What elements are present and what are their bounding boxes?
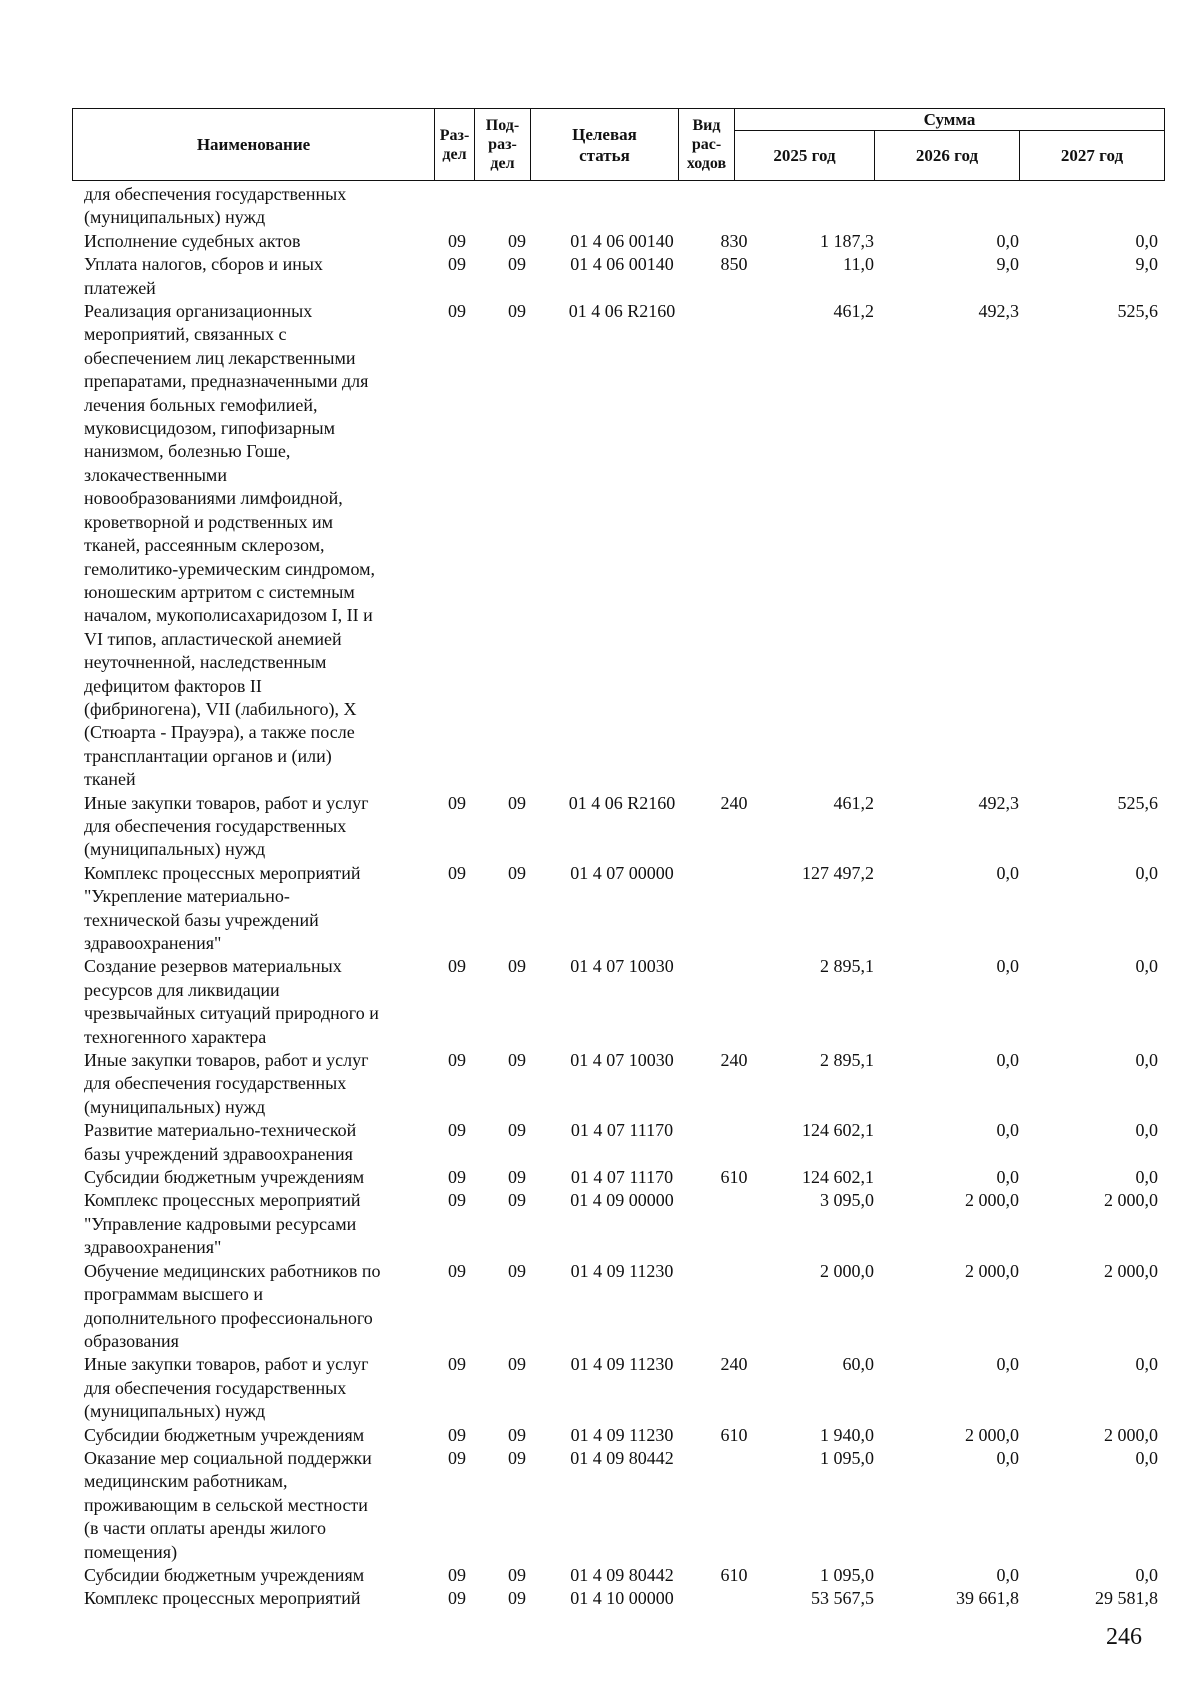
table-row bbox=[72, 183, 1164, 230]
row-amount-2025: 461,2 bbox=[833, 792, 874, 813]
header-vid-line: рас- bbox=[691, 136, 722, 153]
row-podrazdel: 09 bbox=[508, 230, 526, 251]
table-row bbox=[72, 955, 1164, 1049]
row-name-line: Комплекс процессных мероприятий bbox=[84, 862, 361, 883]
row-razdel: 09 bbox=[448, 1354, 466, 1375]
row-amount-2025: 127 497,2 bbox=[802, 862, 874, 883]
row-name-line: юношеским артритом с системным bbox=[84, 581, 355, 602]
header-podrazdel-line: Под- bbox=[485, 117, 520, 134]
table-row bbox=[72, 1260, 1164, 1354]
row-podrazdel: 09 bbox=[508, 956, 526, 977]
row-name-line: лечения больных гемофилией, bbox=[84, 394, 318, 415]
row-amount-2025: 2 000,0 bbox=[820, 1260, 874, 1281]
row-name-line: Иные закупки товаров, работ и услуг bbox=[84, 1354, 369, 1375]
row-name bbox=[84, 1189, 434, 1259]
header-vid-line: ходов bbox=[686, 155, 727, 172]
row-podrazdel: 09 bbox=[508, 1190, 526, 1211]
table-row bbox=[72, 1353, 1164, 1423]
row-name bbox=[84, 230, 434, 253]
row-name bbox=[84, 183, 434, 230]
row-vid: 610 bbox=[720, 1424, 748, 1445]
header-year-2026: 2026 год bbox=[875, 131, 1020, 181]
table-row bbox=[72, 862, 1164, 956]
row-razdel: 09 bbox=[448, 1424, 466, 1445]
row-name-line: (в части оплаты аренды жилого bbox=[84, 1518, 326, 1539]
row-tselevaya: 01 4 07 11170 bbox=[570, 1120, 674, 1141]
row-name-line: программам высшего и bbox=[84, 1284, 264, 1305]
row-amount-2025: 461,2 bbox=[833, 301, 874, 322]
row-vid: 610 bbox=[720, 1167, 748, 1188]
row-name-line: (муниципальных) нужд bbox=[84, 1401, 266, 1422]
row-razdel: 09 bbox=[448, 1564, 466, 1585]
row-razdel: 09 bbox=[448, 1588, 466, 1609]
header-podrazdel-line: дел bbox=[490, 155, 515, 172]
table-row bbox=[72, 1424, 1164, 1447]
row-name-line: трансплантации органов и (или) bbox=[84, 745, 332, 766]
row-name-line: чрезвычайных ситуаций природного и bbox=[84, 1003, 379, 1024]
row-name-line: технической базы учреждений bbox=[84, 909, 319, 930]
row-name-line: Уплата налогов, сборов и иных bbox=[84, 254, 323, 275]
row-podrazdel: 09 bbox=[508, 1260, 526, 1281]
row-amount-2026: 2 000,0 bbox=[965, 1260, 1019, 1281]
row-razdel: 09 bbox=[448, 1260, 466, 1281]
row-tselevaya: 01 4 09 11230 bbox=[570, 1354, 674, 1375]
row-razdel: 09 bbox=[448, 1050, 466, 1071]
row-tselevaya: 01 4 06 R2160 bbox=[568, 301, 676, 322]
row-name-line: Субсидии бюджетным учреждениям bbox=[84, 1424, 365, 1445]
row-name-line: медицинским работникам, bbox=[84, 1471, 288, 1492]
row-name-line: для обеспечения государственных bbox=[84, 184, 347, 204]
row-podrazdel: 09 bbox=[508, 1354, 526, 1375]
row-amount-2025: 1 940,0 bbox=[820, 1424, 874, 1445]
row-amount-2026: 0,0 bbox=[996, 230, 1019, 251]
row-name-line: кроветворной и родственных им bbox=[84, 511, 334, 532]
row-name-line: препаратами, предназначенными для bbox=[84, 371, 369, 392]
row-name bbox=[84, 862, 434, 956]
row-amount-2027: 525,6 bbox=[1117, 792, 1158, 813]
row-name-line: Иные закупки товаров, работ и услуг bbox=[84, 1050, 369, 1071]
header-razdel bbox=[435, 109, 475, 181]
row-amount-2027: 0,0 bbox=[1135, 1447, 1158, 1468]
row-amount-2026: 492,3 bbox=[978, 792, 1019, 813]
row-podrazdel: 09 bbox=[508, 1167, 526, 1188]
row-amount-2026: 9,0 bbox=[996, 254, 1019, 275]
row-name bbox=[84, 955, 434, 1049]
table-row bbox=[72, 230, 1164, 253]
page-number: 246 bbox=[1106, 1624, 1142, 1650]
row-name bbox=[84, 1166, 434, 1189]
row-vid: 850 bbox=[720, 254, 748, 275]
row-name-line: VI типов, апластической анемией bbox=[84, 628, 342, 649]
row-name-line: платежей bbox=[84, 277, 156, 298]
row-razdel: 09 bbox=[448, 301, 466, 322]
row-name bbox=[84, 1447, 434, 1564]
header-year-2025: 2025 год bbox=[735, 131, 875, 181]
row-amount-2026: 0,0 bbox=[996, 1120, 1019, 1141]
row-amount-2025: 2 895,1 bbox=[820, 1050, 874, 1071]
row-vid: 830 bbox=[720, 230, 748, 251]
row-name-line: Субсидии бюджетным учреждениям bbox=[84, 1564, 365, 1585]
row-name-line: для обеспечения государственных bbox=[84, 1073, 347, 1094]
row-name bbox=[84, 1424, 434, 1447]
row-podrazdel: 09 bbox=[508, 254, 526, 275]
row-razdel: 09 bbox=[448, 1167, 466, 1188]
row-name-line: (муниципальных) нужд bbox=[84, 839, 266, 860]
row-name-line: муковисцидозом, гипофизарным bbox=[84, 418, 335, 439]
row-name-line: Субсидии бюджетным учреждениям bbox=[84, 1167, 365, 1188]
row-name-line: (фибриногена), VII (лабильного), X bbox=[84, 698, 357, 719]
row-name bbox=[84, 1260, 434, 1354]
row-amount-2025: 124 602,1 bbox=[802, 1167, 874, 1188]
row-amount-2025: 53 567,5 bbox=[811, 1588, 874, 1609]
row-podrazdel: 09 bbox=[508, 1050, 526, 1071]
row-tselevaya: 01 4 10 00000 bbox=[570, 1588, 674, 1609]
row-name bbox=[84, 253, 434, 300]
row-name-line: неуточненной, наследственным bbox=[84, 652, 327, 673]
row-name-line: Создание резервов материальных bbox=[84, 956, 342, 977]
row-amount-2026: 0,0 bbox=[996, 1167, 1019, 1188]
row-amount-2026: 39 661,8 bbox=[956, 1588, 1019, 1609]
row-name-line: тканей, рассеянным склерозом, bbox=[84, 535, 325, 556]
row-podrazdel: 09 bbox=[508, 1447, 526, 1468]
row-tselevaya: 01 4 07 10030 bbox=[570, 956, 674, 977]
row-name-line: Иные закупки товаров, работ и услуг bbox=[84, 792, 369, 813]
table-header bbox=[72, 108, 1165, 181]
row-amount-2027: 2 000,0 bbox=[1104, 1190, 1158, 1211]
row-razdel: 09 bbox=[448, 1447, 466, 1468]
table-row bbox=[72, 1587, 1164, 1610]
row-tselevaya: 01 4 07 10030 bbox=[570, 1050, 674, 1071]
row-tselevaya: 01 4 09 80442 bbox=[570, 1447, 674, 1468]
header-podrazdel-line: раз- bbox=[488, 136, 517, 153]
row-amount-2027: 525,6 bbox=[1117, 301, 1158, 322]
row-amount-2026: 492,3 bbox=[978, 301, 1019, 322]
row-name bbox=[84, 300, 434, 792]
header-tselevaya-line: Целевая bbox=[572, 124, 637, 144]
header-tselevaya-line: статья bbox=[579, 145, 630, 165]
row-tselevaya: 01 4 07 11170 bbox=[570, 1167, 674, 1188]
row-amount-2025: 2 895,1 bbox=[820, 956, 874, 977]
table-row bbox=[72, 1119, 1164, 1166]
row-name-line: Исполнение судебных актов bbox=[84, 230, 301, 251]
header-summa: Сумма bbox=[735, 109, 1165, 131]
row-amount-2025: 60,0 bbox=[842, 1354, 874, 1375]
row-name-line: нанизмом, болезнью Гоше, bbox=[84, 441, 291, 462]
row-amount-2027: 0,0 bbox=[1135, 1120, 1158, 1141]
row-amount-2027: 0,0 bbox=[1135, 230, 1158, 251]
row-amount-2026: 0,0 bbox=[996, 1050, 1019, 1071]
header-vid-line: Вид bbox=[692, 117, 721, 134]
row-name-line: здравоохранения" bbox=[84, 1237, 222, 1258]
row-razdel: 09 bbox=[448, 792, 466, 813]
row-vid: 240 bbox=[720, 1050, 748, 1071]
row-name bbox=[84, 1587, 434, 1610]
row-name-line: началом, мукополисахаридозом I, II и bbox=[84, 605, 373, 626]
row-tselevaya: 01 4 06 R2160 bbox=[568, 792, 676, 813]
row-name-line: дополнительного профессионального bbox=[84, 1307, 373, 1328]
row-amount-2027: 2 000,0 bbox=[1104, 1424, 1158, 1445]
row-name bbox=[84, 1353, 434, 1423]
row-tselevaya: 01 4 06 00140 bbox=[570, 254, 674, 275]
row-podrazdel: 09 bbox=[508, 301, 526, 322]
row-amount-2026: 0,0 bbox=[996, 862, 1019, 883]
table-row bbox=[72, 1447, 1164, 1564]
table-row bbox=[72, 792, 1164, 862]
table-row bbox=[72, 1049, 1164, 1119]
row-amount-2026: 0,0 bbox=[996, 1354, 1019, 1375]
row-vid: 240 bbox=[720, 792, 748, 813]
table-row bbox=[72, 1564, 1164, 1587]
table-body bbox=[72, 183, 1164, 1611]
row-amount-2026: 0,0 bbox=[996, 956, 1019, 977]
table-row bbox=[72, 1166, 1164, 1189]
row-name-line: Развитие материально-технической bbox=[84, 1120, 357, 1141]
row-name-line: злокачественными bbox=[84, 464, 227, 485]
header-vid bbox=[679, 109, 735, 181]
row-amount-2027: 9,0 bbox=[1135, 254, 1158, 275]
row-name-line: гемолитико-уремическим синдромом, bbox=[84, 558, 375, 579]
row-amount-2025: 1 095,0 bbox=[820, 1564, 874, 1585]
row-name-line: (Стюарта - Прауэра), а также после bbox=[84, 722, 355, 743]
row-name-line: тканей bbox=[84, 769, 136, 790]
row-name bbox=[84, 792, 434, 862]
header-year-2027: 2027 год bbox=[1020, 131, 1165, 181]
row-amount-2027: 0,0 bbox=[1135, 862, 1158, 883]
row-tselevaya: 01 4 09 80442 bbox=[570, 1564, 674, 1585]
row-amount-2027: 0,0 bbox=[1135, 1050, 1158, 1071]
row-razdel: 09 bbox=[448, 230, 466, 251]
row-name-line: Обучение медицинских работников по bbox=[84, 1260, 381, 1281]
row-razdel: 09 bbox=[448, 1120, 466, 1141]
row-amount-2026: 2 000,0 bbox=[965, 1190, 1019, 1211]
row-razdel: 09 bbox=[448, 1190, 466, 1211]
row-amount-2025: 1 187,3 bbox=[820, 230, 874, 251]
row-vid: 610 bbox=[720, 1564, 748, 1585]
row-amount-2026: 0,0 bbox=[996, 1564, 1019, 1585]
row-name bbox=[84, 1119, 434, 1166]
row-podrazdel: 09 bbox=[508, 1564, 526, 1585]
row-name-line: дефицитом факторов II bbox=[84, 675, 262, 696]
row-name-line: ресурсов для ликвидации bbox=[84, 979, 280, 1000]
row-name-line: (муниципальных) нужд bbox=[84, 1096, 266, 1117]
row-podrazdel: 09 bbox=[508, 792, 526, 813]
row-name-line: (муниципальных) нужд bbox=[84, 207, 266, 228]
row-amount-2027: 0,0 bbox=[1135, 1167, 1158, 1188]
row-name bbox=[84, 1564, 434, 1587]
row-name-line: образования bbox=[84, 1330, 179, 1351]
row-amount-2025: 3 095,0 bbox=[820, 1190, 874, 1211]
row-tselevaya: 01 4 09 11230 bbox=[570, 1260, 674, 1281]
row-name-line: проживающим в сельской местности bbox=[84, 1494, 368, 1515]
row-name-line: Комплекс процессных мероприятий bbox=[84, 1588, 361, 1609]
row-vid: 240 bbox=[720, 1354, 748, 1375]
row-amount-2026: 2 000,0 bbox=[965, 1424, 1019, 1445]
row-name-line: Оказание мер социальной поддержки bbox=[84, 1447, 372, 1468]
row-tselevaya: 01 4 07 00000 bbox=[570, 862, 674, 883]
row-name-line: Комплекс процессных мероприятий bbox=[84, 1190, 361, 1211]
row-name-line: Реализация организационных bbox=[84, 301, 313, 322]
header-name: Наименование bbox=[73, 109, 435, 181]
row-name-line: "Управление кадровыми ресурсами bbox=[84, 1213, 357, 1234]
row-name-line: здравоохранения" bbox=[84, 933, 222, 953]
row-name-line: для обеспечения государственных bbox=[84, 815, 347, 836]
header-razdel-line: дел bbox=[442, 145, 467, 163]
row-podrazdel: 09 bbox=[508, 1588, 526, 1609]
table-row bbox=[72, 300, 1164, 792]
row-amount-2027: 0,0 bbox=[1135, 1354, 1158, 1375]
row-name-line: мероприятий, связанных с bbox=[84, 324, 287, 345]
row-amount-2027: 0,0 bbox=[1135, 956, 1158, 977]
row-amount-2027: 2 000,0 bbox=[1104, 1260, 1158, 1281]
row-amount-2025: 124 602,1 bbox=[802, 1120, 874, 1141]
row-amount-2026: 0,0 bbox=[996, 1447, 1019, 1468]
table-row bbox=[72, 253, 1164, 300]
row-name-line: обеспечением лиц лекарственными bbox=[84, 347, 356, 368]
row-amount-2027: 0,0 bbox=[1135, 1564, 1158, 1585]
row-podrazdel: 09 bbox=[508, 1120, 526, 1141]
row-razdel: 09 bbox=[448, 862, 466, 883]
table-row bbox=[72, 1189, 1164, 1259]
row-amount-2025: 1 095,0 bbox=[820, 1447, 874, 1468]
row-name-line: для обеспечения государственных bbox=[84, 1377, 347, 1398]
header-tselevaya bbox=[531, 109, 679, 181]
header-podrazdel bbox=[475, 109, 531, 181]
header-razdel-line: Раз- bbox=[439, 126, 470, 144]
row-tselevaya: 01 4 09 00000 bbox=[570, 1190, 674, 1211]
row-razdel: 09 bbox=[448, 254, 466, 275]
row-name-line: помещения) bbox=[84, 1541, 178, 1562]
row-name-line: новообразованиями лимфоидной, bbox=[84, 488, 343, 509]
row-tselevaya: 01 4 06 00140 bbox=[570, 230, 674, 251]
row-tselevaya: 01 4 09 11230 bbox=[570, 1424, 674, 1445]
row-amount-2027: 29 581,8 bbox=[1095, 1588, 1158, 1609]
row-razdel: 09 bbox=[448, 956, 466, 977]
row-name-line: техногенного характера bbox=[84, 1026, 267, 1047]
row-amount-2025: 11,0 bbox=[843, 254, 874, 275]
row-name bbox=[84, 1049, 434, 1119]
row-name-line: "Укрепление материально- bbox=[84, 886, 290, 907]
row-name-line: базы учреждений здравоохранения bbox=[84, 1143, 353, 1164]
row-podrazdel: 09 bbox=[508, 1424, 526, 1445]
row-podrazdel: 09 bbox=[508, 862, 526, 883]
